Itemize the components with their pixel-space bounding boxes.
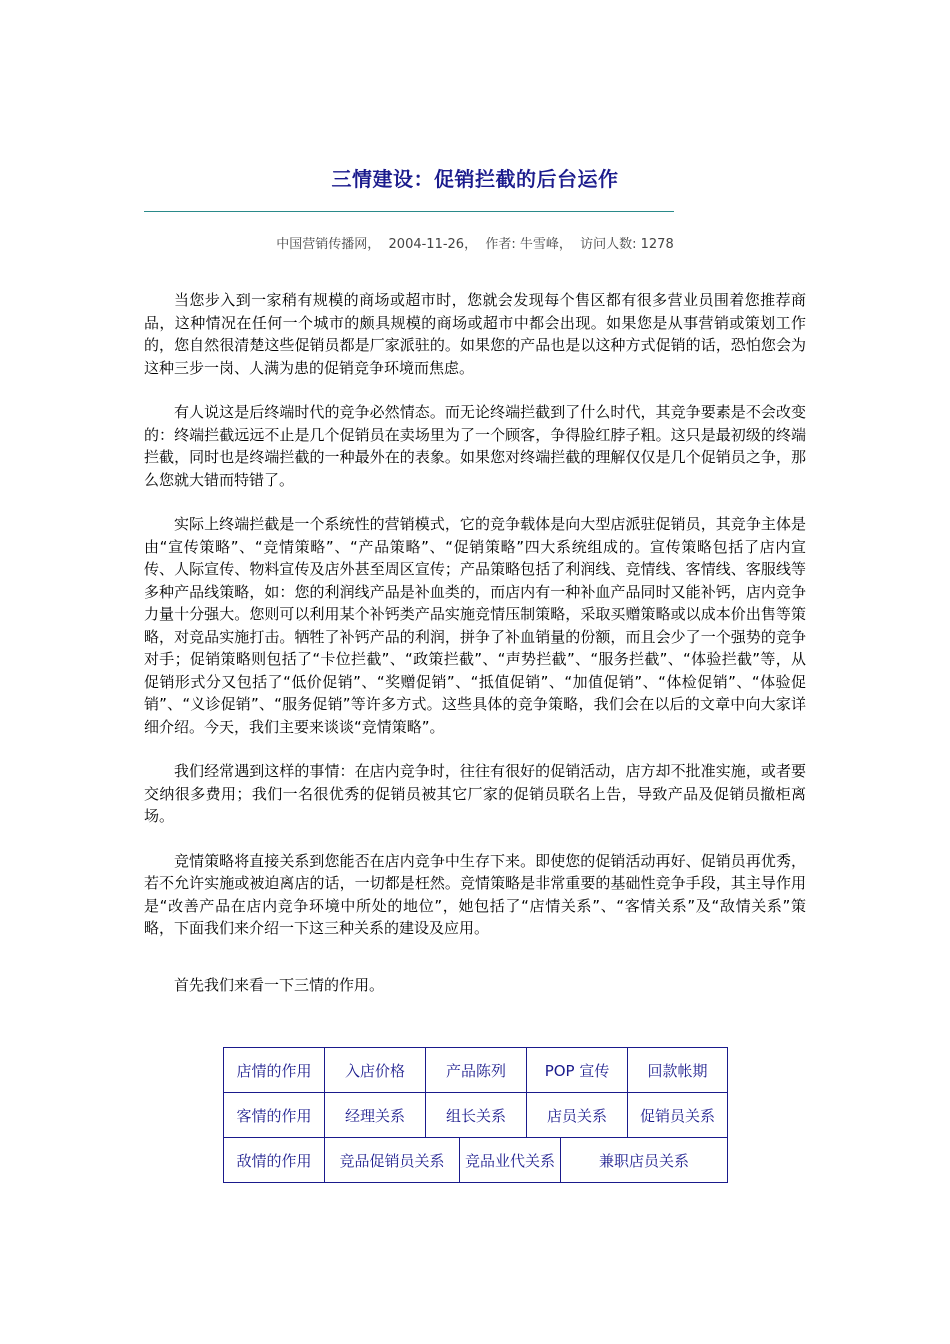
paragraph: 我们经常遇到这样的事情：在店内竞争时，往往有很好的促销活动，店方却不批准实施，或者要交纳很多费用；我们一名很优秀的促销员被其它厂家的促销员联名上告，导致产品及促销员撤柜离场。 [144, 762, 806, 825]
intro-line: 首先我们来看一下三情的作用。 [174, 975, 385, 994]
article-body [144, 289, 806, 1018]
table-cell: POP 宣传 [527, 1048, 628, 1093]
article-meta: 中国营销传播网， 2004-11-26， 作者: 牛雪峰， 访问人数: 1278 [276, 237, 674, 252]
paragraph: 有人说这是后终端时代的竞争必然情态。而无论终端拦截到了什么时代，其竞争要素是不会改变的：终端拦截远远不止是几个促销员在卖场里为了一个顾客，争得脸红脖子粗。这只是最初级的终端拦截，同时也是终端拦截的一种最外在的表象。如果您对终端拦截的理解仅仅是几个促销员之争，那么您就大错而特错了。 [144, 403, 806, 489]
three-relations-table [223, 1047, 728, 1183]
table-cell: 回款帐期 [628, 1048, 728, 1093]
table-row [224, 1093, 728, 1138]
table-row [224, 1138, 728, 1183]
table-cell: 促销员关系 [628, 1093, 728, 1138]
table-cell: 竞品促销员关系 [325, 1138, 460, 1183]
table-cell: 兼职店员关系 [561, 1138, 728, 1183]
table-row [224, 1048, 728, 1093]
table-cell: 竞品业代关系 [460, 1138, 561, 1183]
paragraph: 竞情策略将直接关系到您能否在店内竞争中生存下来。即使您的促销活动再好、促销员再优秀，若不允许实施或被迫离店的话，一切都是枉然。竞情策略是非常重要的基础性竞争手段，其主导作用是“改善产品在店内竞争环境中所处的地位”，她包括了“店情关系”、“客情关系”及“敌情关系”策略，下面我们来介绍一下这三种关系的建设及应用。 [144, 851, 806, 937]
table-cell: 敌情的作用 [224, 1138, 325, 1183]
paragraph: 实际上终端拦截是一个系统性的营销模式，它的竞争载体是向大型店派驻促销员，其竞争主体是由“宣传策略”、“竞情策略”、“产品策略”、“促销策略”四大系统组成的。宣传策略包括了店内宣传、人际宣传、物料宣传及店外甚至周区宣传；产品策略包括了利润线、竞情线、客情线、客服线等多种产品线策略，如：您的利润线产品是补血类的，而店内有一种补血产品同时又能补钙，店内竞争力量十分强大。您则可以利用某个补钙类产品实施竞情压制策略，采取买赠策略或以成本价出售等策略，对竞品实施打击。牺牲了补钙产品的利润，拼争了补血销量的份额，而且会少了一个强势的竞争对手；促销策略则包括了“卡位拦截”、“政策拦截”、“声势拦截”、“服务拦截”、“体验拦截”等，从促销形式分又包括了“低价促销”、“奖赠促销”、“抵值促销”、“加值促销”、“体检促销”、“体验促销”、“义诊促销”、“服务促销”等许多方式。这些具体的竞争策略，我们会在以后的文章中向大家详细介绍。今天，我们主要来谈谈“竞情策略”。 [144, 515, 806, 736]
table-cell: 客情的作用 [224, 1093, 325, 1138]
paragraph: 当您步入到一家稍有规模的商场或超市时，您就会发现每个售区都有很多营业员围着您推荐商品，这种情况在任何一个城市的颇具规模的商场或超市中都会出现。如果您是从事营销或策划工作的，您自然很清楚这些促销员都是厂家派驻的。如果您的产品也是以这种方式促销的话，恐怕您会为这种三步一岗、人满为患的促销竞争环境而焦虑。 [144, 291, 806, 377]
table-cell: 入店价格 [325, 1048, 426, 1093]
table-cell: 组长关系 [426, 1093, 527, 1138]
title-divider [144, 211, 674, 212]
table-cell: 店员关系 [527, 1093, 628, 1138]
article-title: 三情建设：促销拦截的后台运作 [331, 167, 619, 191]
table-cell: 经理关系 [325, 1093, 426, 1138]
table-cell: 产品陈列 [426, 1048, 527, 1093]
table-cell: 店情的作用 [224, 1048, 325, 1093]
